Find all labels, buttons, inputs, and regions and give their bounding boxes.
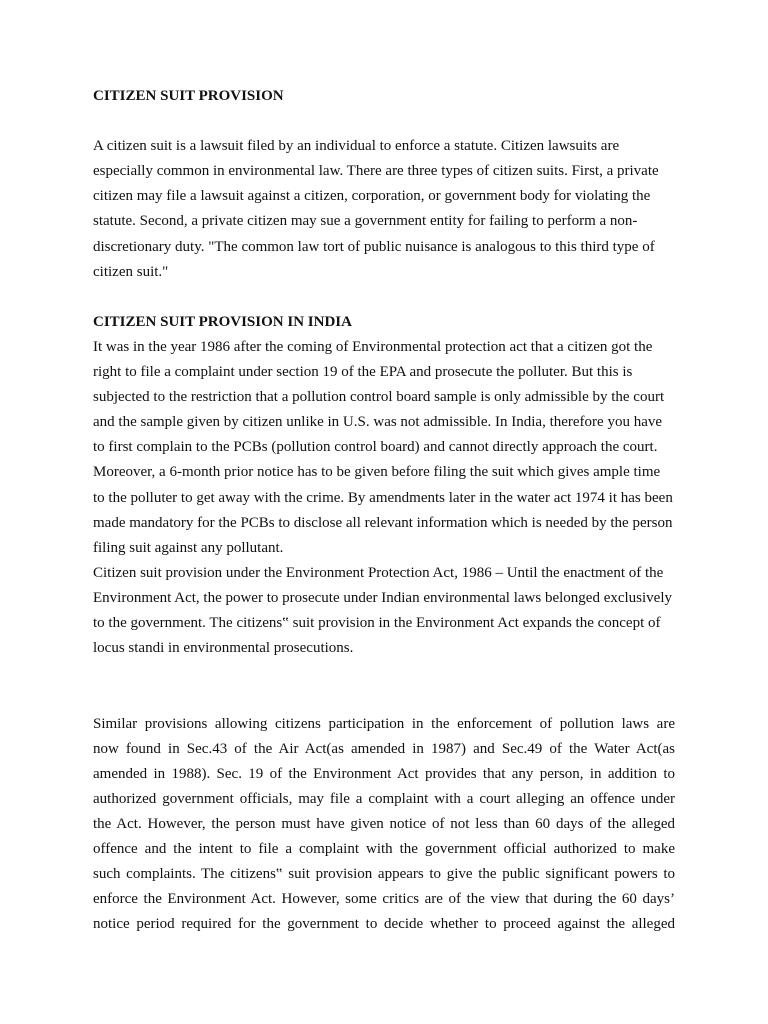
- paragraph-line: the Act. However, the person must have given notice of not less than 60 days of the alleged: [93, 815, 675, 832]
- paragraph-india-history: It was in the year 1986 after the coming of Environmental protection act that a citizen got the right to file a complaint under section 19 of the EPA and prosecute the polluter. But this is subjected to the restriction that a pollution control board sample is only admissible by the court and the sample given by citizen unlike in U.S. was not admissible. In India, therefore you have to first complain to the PCBs (pollution control board) and cannot directly approach the court. Moreover, a 6-month prior notice has to be given before filing the suit which gives ample time to the polluter to get away with the crime. By amendments later in the water act 1974 it has been made mandatory for the PCBs to disclose all relevant information which is needed by the person filing suit against any pollutant.: [93, 338, 673, 556]
- paragraph-line: amended in 1988). Sec. 19 of the Environment Act provides that any person, in addition to: [93, 765, 675, 782]
- paragraph-line: enforce the Environment Act. However, some critics are of the view that during the 60 days’: [93, 891, 675, 908]
- section-heading-citizen-suit: CITIZEN SUIT PROVISION: [93, 88, 284, 104]
- paragraph-definition: A citizen suit is a lawsuit filed by an individual to enforce a statute. Citizen lawsuits are especially common in environmental law. There are three types of citizen suits. First, a private citizen may file a lawsuit against a citizen, corporation, or government body for violating the statute. Second, a private citizen may sue a government entity for failing to perform a non-discretionary duty. "The common law tort of public nuisance is analogous to this third type of citizen suit.": [93, 138, 659, 280]
- paragraph-line: notice period required for the government to decide whether to proceed against the alleged: [93, 916, 675, 933]
- paragraph-line: offence and the intent to file a complaint with the government official authorized to make: [93, 841, 675, 858]
- paragraph-line: authorized government officials, may file a complaint with a court alleging an offence under: [93, 790, 675, 807]
- paragraph-line: such complaints. The citizens‟ suit provision appears to give the public significant powers to: [93, 866, 675, 883]
- document-body: [93, 84, 675, 937]
- paragraph-similar-provisions: [93, 712, 675, 938]
- paragraph-line: Similar provisions allowing citizens participation in the enforcement of pollution laws are: [93, 715, 675, 732]
- spacer: [93, 661, 675, 711]
- paragraph-epa-provision: Citizen suit provision under the Environment Protection Act, 1986 – Until the enactment of the Environment Act, the power to prosecute under Indian environmental laws belonged exclusively to the government. The citizens‟ suit provision in the Environment Act expands the concept of locus standi in environmental prosecutions.: [93, 564, 673, 657]
- section-heading-india: CITIZEN SUIT PROVISION IN INDIA: [93, 313, 352, 330]
- spacer: [93, 109, 675, 134]
- paragraph-line: now found in Sec.43 of the Air Act(as amended in 1987) and Sec.49 of the Water Act(as: [93, 740, 675, 757]
- spacer: [93, 285, 675, 310]
